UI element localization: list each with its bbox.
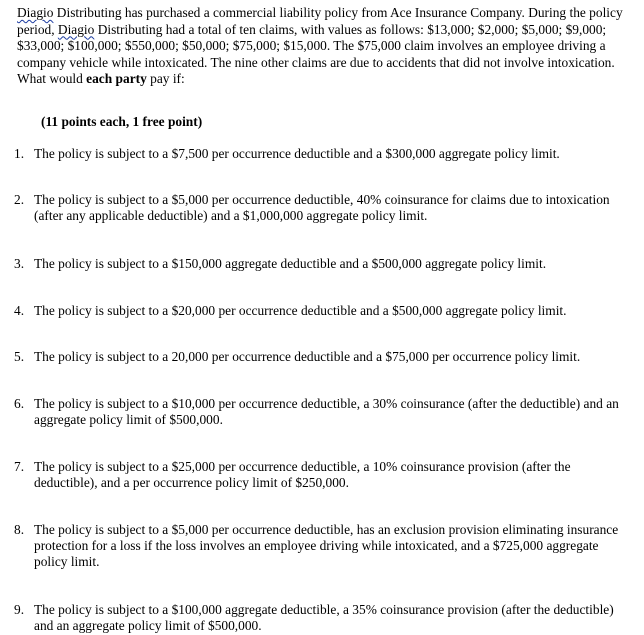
question-text: The policy is subject to a $10,000 per occurrence deductible, a 30% coinsurance (after the deductible) and an aggregate policy limit of $500,000. xyxy=(34,396,619,427)
question-text: The policy is subject to a $150,000 aggregate deductible and a $500,000 aggregate policy limit. xyxy=(34,256,547,271)
question-text: The policy is subject to a $5,000 per occurrence deductible, 40% coinsurance for claims due to intoxication (after any applicable deductible) and a $1,000,000 aggregate policy limit. xyxy=(34,192,610,223)
company-name-spellcheck: Diagio xyxy=(17,5,54,20)
problem-statement xyxy=(17,5,627,88)
question-number: 9. xyxy=(14,602,25,617)
question-number: 8. xyxy=(14,522,25,537)
points-heading: (11 points each, 1 free point) xyxy=(41,114,203,129)
question-item xyxy=(14,146,634,162)
question-number: 7. xyxy=(14,459,25,474)
question-number: 4. xyxy=(14,303,25,318)
question-item xyxy=(14,192,634,224)
company-name-spellcheck: Diagio xyxy=(57,21,95,37)
intro-bold-text: each party xyxy=(86,71,147,86)
question-text: The policy is subject to a $25,000 per occurrence deductible, a 10% coinsurance provision (after the deductible), and a per occurrence policy limit of $250,000. xyxy=(34,459,571,490)
question-item xyxy=(14,459,634,491)
question-item xyxy=(14,256,634,272)
question-item xyxy=(14,396,634,428)
question-text: The policy is subject to a $5,000 per occurrence deductible, has an exclusion provision eliminating insurance protection for a loss if the loss involves an employee driving while intoxicated, and a $725,000 aggregate policy limit. xyxy=(34,522,619,569)
question-number: 3. xyxy=(14,256,25,271)
question-number: 6. xyxy=(14,396,25,411)
question-text: The policy is subject to a 20,000 per occurrence deductible and a $75,000 per occurrence policy limit. xyxy=(34,349,581,364)
question-item xyxy=(14,303,634,319)
question-text: The policy is subject to a $100,000 aggregate deductible, a 35% coinsurance provision (after the deductible) and an aggregate policy limit of $500,000. xyxy=(34,602,614,633)
intro-text-1: Distributing has purchased a commercial liability policy from Ace Insurance Company. During the policy period, xyxy=(17,5,623,37)
question-number: 1. xyxy=(14,146,25,161)
question-item xyxy=(14,602,634,634)
question-text: The policy is subject to a $7,500 per occurrence deductible and a $300,000 aggregate policy limit. xyxy=(34,146,560,161)
question-text: The policy is subject to a $20,000 per occurrence deductible and a $500,000 aggregate policy limit. xyxy=(34,303,567,318)
intro-text-3: pay if: xyxy=(146,71,185,86)
question-item xyxy=(14,522,634,570)
intro-text-2: Distributing had a total of ten claims, with values as follows: $13,000; $2,000; $5,000; $9,000; $33,000; $100,000; $550,000; $50,000; $75,000; $15,000. The $75,000 claim involves an employee driving a company vehicle while intoxicated. The nine other claims are due to accidents that did not involve intoxication. What would xyxy=(17,21,615,86)
question-item xyxy=(14,349,634,365)
question-number: 2. xyxy=(14,192,25,207)
question-number: 5. xyxy=(14,349,25,364)
